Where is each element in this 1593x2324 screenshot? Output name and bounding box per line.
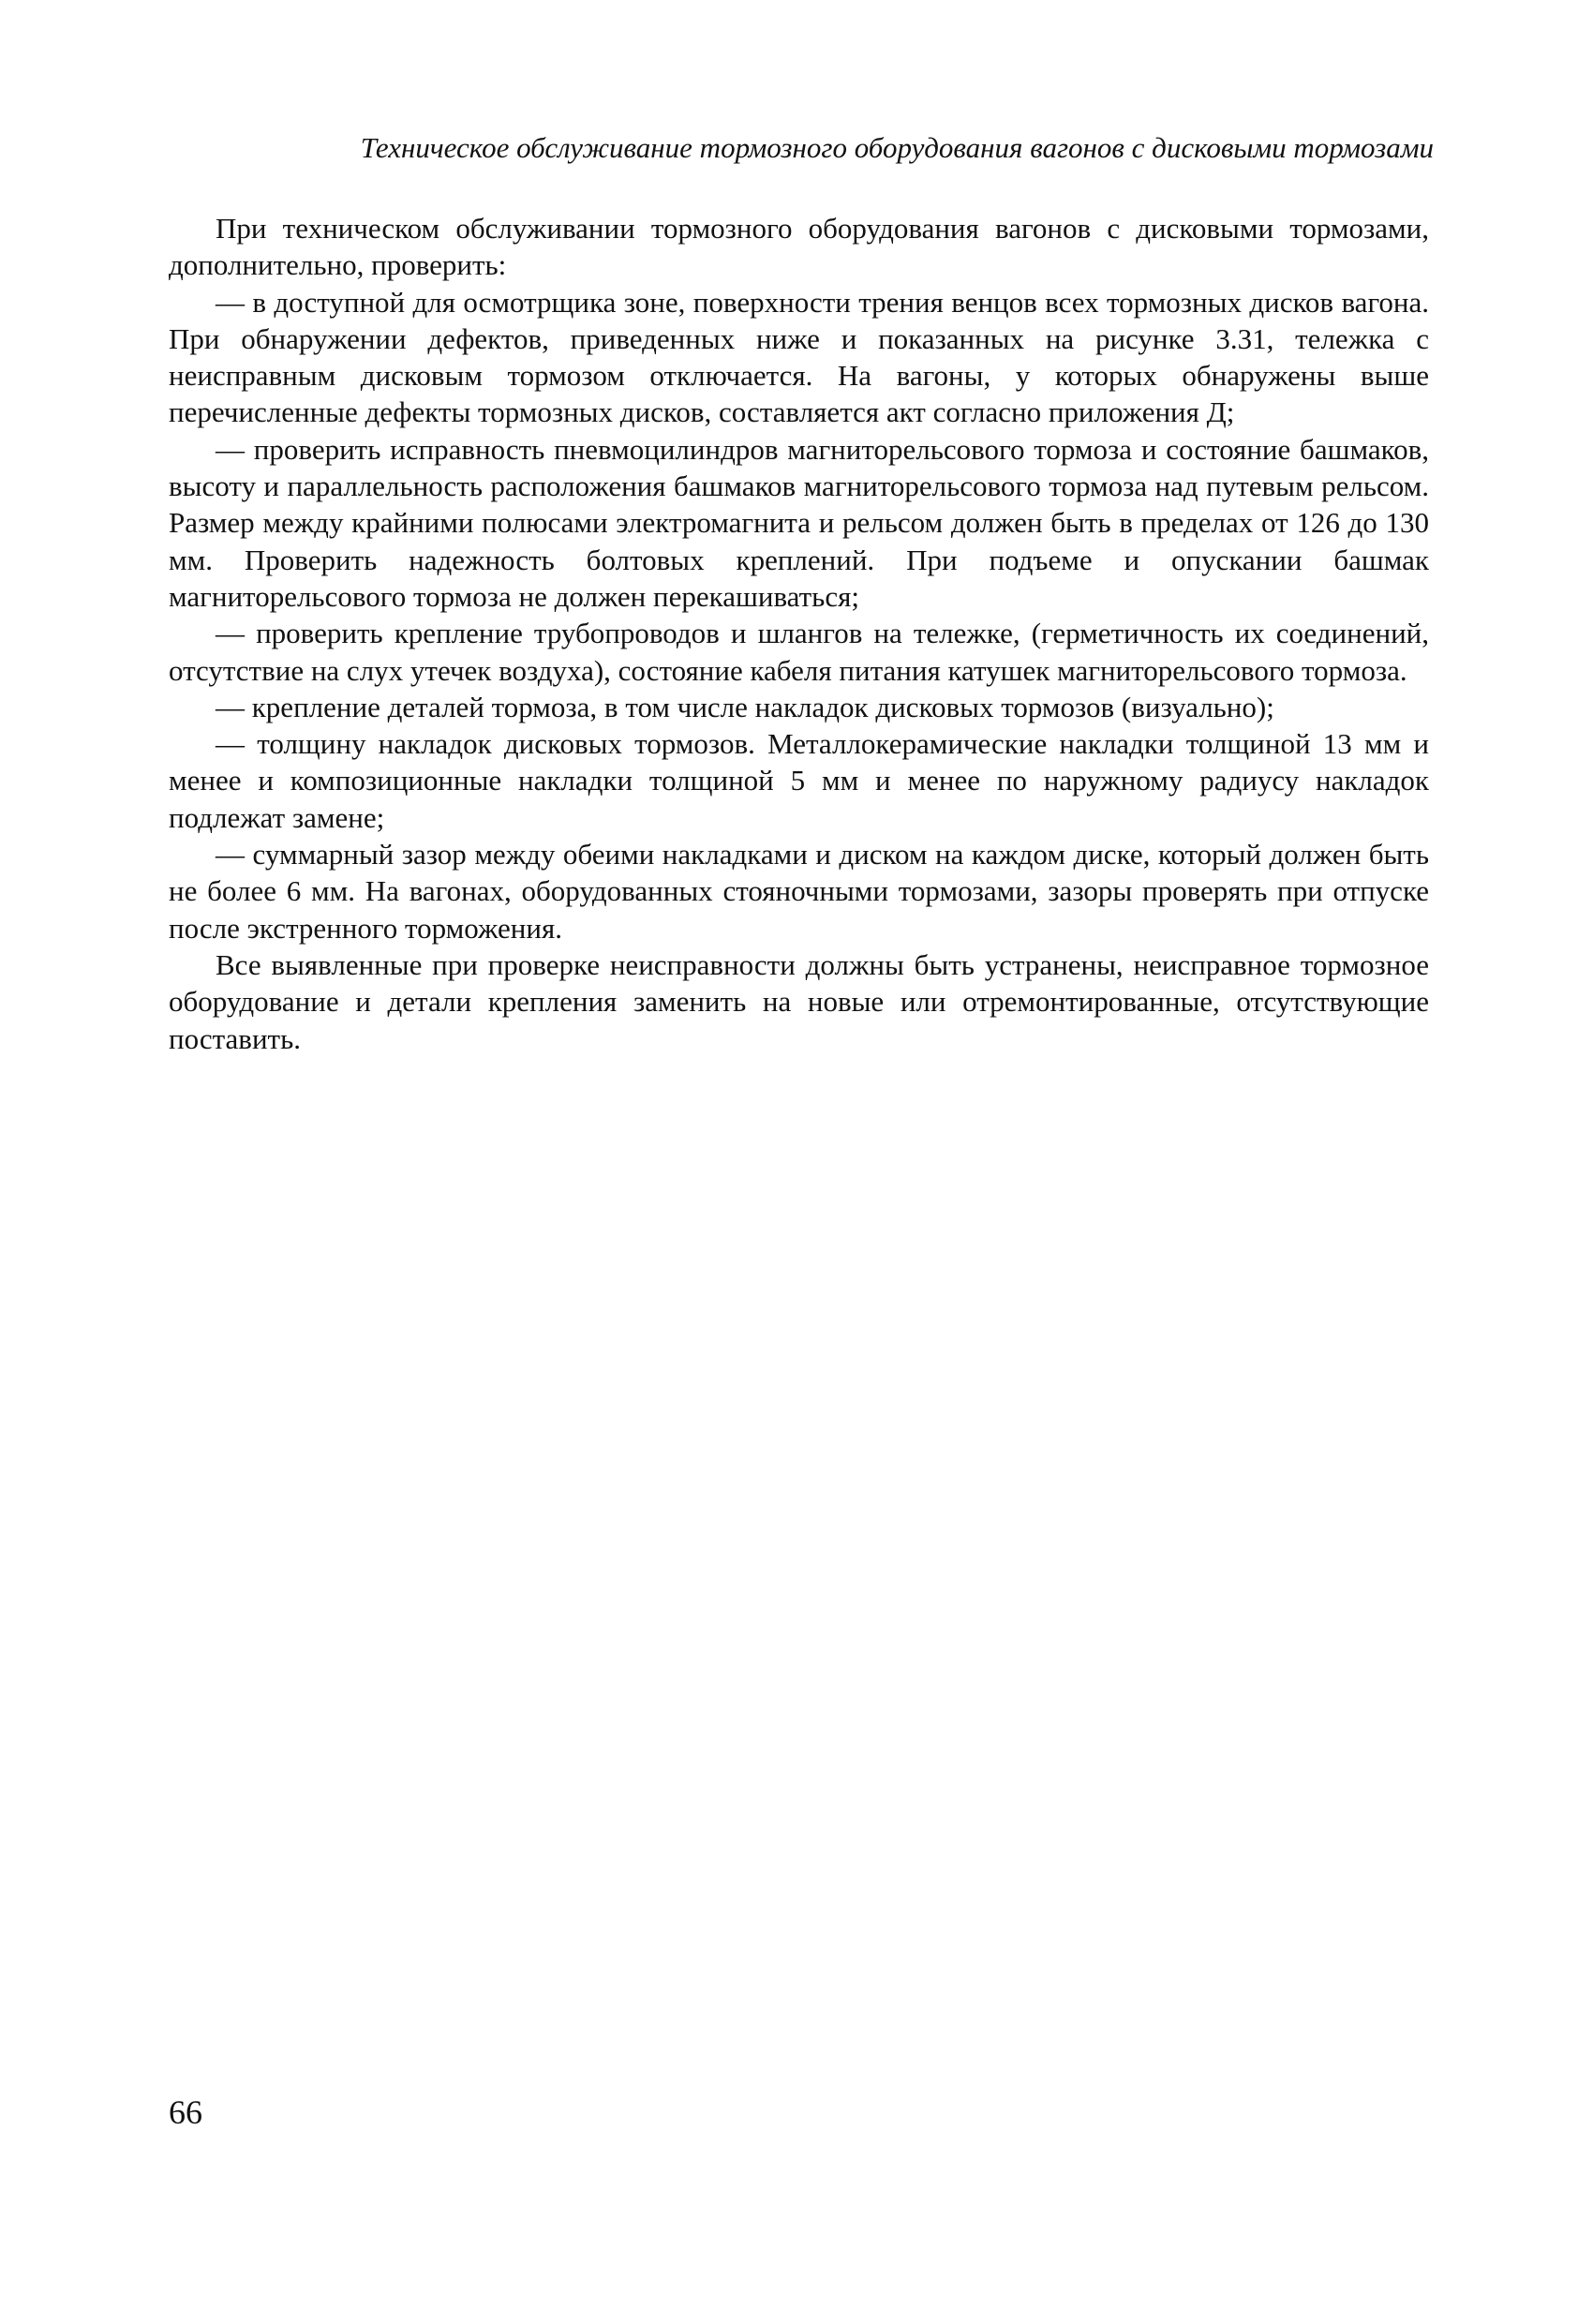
paragraph-disc-friction-surfaces: — в доступной для осмотрщика зоне, поверхности трения венцов всех тормозных дисков вагона. При обнаружении дефектов, приведенных ниже и показанных на рисунке 3.31, тележка с неисправным дисковым тормозом отключается. На вагоны, у которых обнаружены выше перечисленные дефекты тормозных дисков, составляется акт согласно приложения Д; xyxy=(169,285,1429,429)
paragraph-conclusion: Все выявленные при проверке неисправности должны быть устранены, неисправное тормозное оборудование и детали крепления заменить на новые или отремонтированные, отсутствующие поставить. xyxy=(169,947,1429,1055)
running-head: Техническое обслуживание тормозного оборудования вагонов с дисковыми тормозами xyxy=(360,131,1434,164)
paragraph-pad-thickness: — толщину накладок дисковых тормозов. Металлокерамические накладки толщиной 13 мм и менее и композиционные накладки толщиной 5 мм и менее по наружному радиусу накладок подлежат замене; xyxy=(169,727,1429,834)
paragraph-pipelines-hoses: — проверить крепление трубопроводов и шлангов на тележке, (герметичность их соединений, отсутствие на слух утечек воздуха), состояние кабеля питания катушек магниторельсового тормоза. xyxy=(169,617,1429,687)
paragraph-total-clearance: — суммарный зазор между обеими накладками и диском на каждом диске, который должен быть не более 6 мм. На вагонах, оборудованных стояночными тормозами, зазоры проверять при отпуске после экстренного торможения. xyxy=(169,838,1429,945)
page-number: 66 xyxy=(169,2093,202,2131)
paragraph-brake-parts-fastening: — крепление деталей тормоза, в том числе накладок дисковых тормозов (визуально); xyxy=(216,690,1274,723)
paragraph-magnetic-rail-brake: — проверить исправность пневмоцилиндров магниторельсового тормоза и состояние башмаков, высоту и параллельность расположения башмаков магниторельсового тормоза над путевым рельсом. Размер между крайними полюсами электромагнита и рельсом должен быть в пределах от 126 до 130 мм. Проверить надежность болтовых креплений. При подъеме и опускании башмак магниторельсового тормоза не должен перекашиваться; xyxy=(169,432,1429,613)
body-text xyxy=(169,210,1429,1057)
paragraph-intro: При техническом обслуживании тормозного оборудования вагонов с дисковыми тормозами, дополнительно, проверить: xyxy=(169,212,1429,282)
